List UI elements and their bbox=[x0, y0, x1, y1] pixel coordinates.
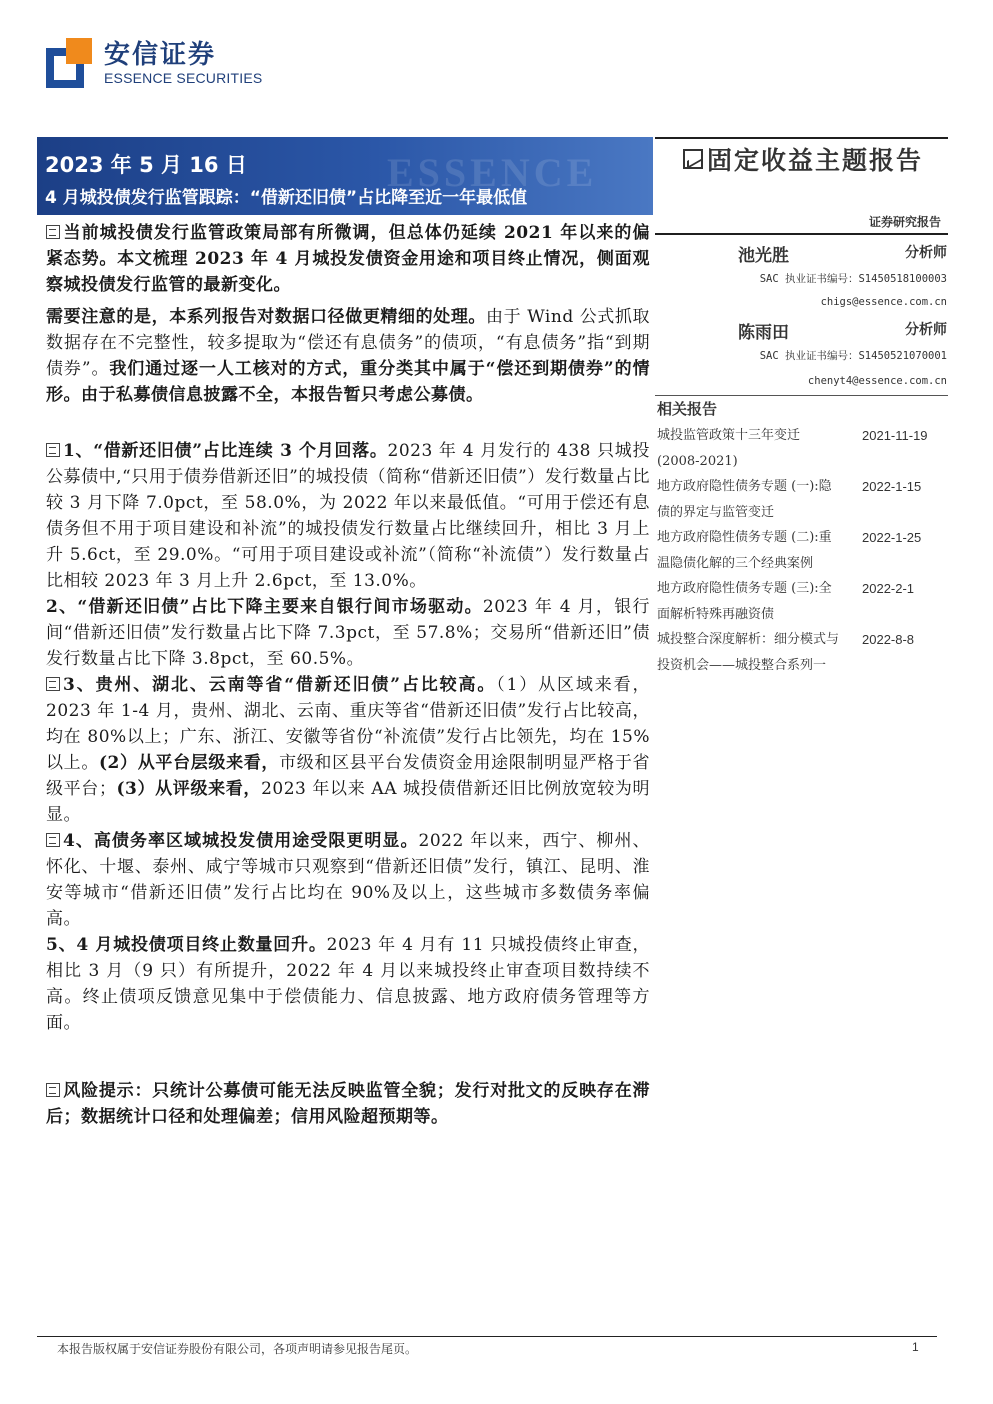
chart-line-icon bbox=[683, 149, 703, 169]
related-report-title: 地方政府隐性债务专题 (三):全面解析特殊再融资债 bbox=[657, 581, 832, 622]
analyst-email[interactable]: chigs@essence.com.cn bbox=[820, 296, 947, 308]
report-title: 4 月城投债发行监管跟踪：“借新还旧债”占比降至近一年最低值 bbox=[45, 188, 528, 208]
bullet-box-icon bbox=[46, 225, 60, 239]
finding-5-text: 2023 年 4 月有 11 只城投债终止审查，相比 3 月（9 只）有所提升，2022 年 4 月以来城投终止审查项目数持续不高。终止债项反馈意见集中于偿债能力、信息披露、地方政府债务管理等方面。 bbox=[46, 935, 650, 1033]
related-report-date: 2022-1-15 bbox=[862, 479, 922, 494]
related-reports-list bbox=[657, 423, 947, 678]
logo-mark-icon bbox=[46, 38, 94, 88]
risk-warning bbox=[46, 1078, 650, 1130]
finding-4-text: 2022 年以来，西宁、柳州、怀化、十堰、泰州、咸宁等城市只观察到“借新还旧债”发行，镇江、昆明、淮安等城市“借新还旧债”发行占比均在 90%及以上，这些城市多数债务率偏高。 bbox=[46, 831, 651, 929]
finding-4 bbox=[46, 828, 650, 932]
summary-intro bbox=[46, 220, 650, 298]
analyst-sac: SAC 执业证书编号：S1450521070001 bbox=[759, 350, 947, 362]
logo-en-text: ESSENCE SECURITIES bbox=[104, 70, 263, 86]
related-report-title: 地方政府隐性债务专题 (二):重温隐债化解的三个经典案例 bbox=[657, 530, 832, 571]
page-number: 1 bbox=[912, 1340, 919, 1354]
related-report-title: 城投监管政策十三年变迁 (2008-2021) bbox=[657, 428, 801, 469]
finding-1-text: 2023 年 4 月发行的 438 只城投公募债中,“只用于债券借新还旧”的城投债（简称“借新还旧债”）发行数量占比较 3 月下降 7.0pct，至 58.0%，为 2022 年以来最低值。“可用于偿还有息债务但不用于项目建设和补流”的城投债发行数量占比继续回升，相比 3 月上升 5.6ct，至 29.0%。“可用于项目建设或补流”（简称“补流债”）发行数量占比相较 2023 年 3 月上升 2.6pct，至 13.0%。 bbox=[46, 441, 650, 591]
analyst-role: 分析师 bbox=[905, 322, 947, 338]
related-report-date: 2022-1-25 bbox=[862, 530, 922, 545]
bullet-box-icon bbox=[46, 677, 60, 691]
banner-watermark: ESSENCE bbox=[387, 150, 598, 195]
finding-3-text-b: 市级和区县平台发债资金用途限制明显严格于省级平台； bbox=[46, 753, 651, 799]
divider bbox=[655, 233, 948, 235]
footer-divider bbox=[37, 1336, 937, 1337]
related-report-item[interactable] bbox=[657, 474, 947, 525]
related-report-date: 2022-8-8 bbox=[862, 632, 915, 647]
analyst-email[interactable]: chenyt4@essence.com.cn bbox=[807, 375, 947, 387]
footer-disclaimer: 本报告版权属于安信证券股份有限公司，各项声明请参见报告尾页。 bbox=[57, 1342, 418, 1356]
finding-3 bbox=[46, 672, 650, 828]
analyst-name: 陈雨田 bbox=[738, 323, 789, 343]
analyst-role: 分析师 bbox=[905, 245, 947, 261]
bullet-box-icon bbox=[46, 443, 60, 457]
related-reports-heading: 相关报告 bbox=[657, 400, 718, 418]
analyst-name: 池光胜 bbox=[738, 246, 789, 266]
related-report-date: 2021-11-19 bbox=[862, 428, 928, 443]
finding-5 bbox=[46, 932, 650, 1036]
risk-warning-text: 风险提示：只统计公募债可能无法反映监管全貌；发行对批文的反映存在滞后；数据统计口径和处理偏差；信用风险超预期等。 bbox=[46, 1081, 650, 1127]
analyst-sac: SAC 执业证书编号：S1450518100003 bbox=[759, 273, 947, 285]
related-report-title: 城投整合深度解析：细分模式与投资机会——城投整合系列一 bbox=[657, 632, 840, 673]
bullet-box-icon bbox=[46, 833, 60, 847]
finding-4-lead: 4、高债务率区域城投发债用途受限更明显。 bbox=[63, 831, 419, 851]
finding-1 bbox=[46, 438, 650, 594]
data-note-text: 由于 Wind 公式抓取数据存在不完整性，较多提取为“偿还有息债务”的债项，“有息债务”指“到期债券”。 bbox=[46, 307, 651, 379]
company-logo bbox=[46, 38, 262, 88]
related-report-item[interactable] bbox=[657, 576, 947, 627]
finding-3-text-a: （1）从区域来看，2023 年 1-4 月，贵州、湖北、云南、重庆等省“借新还旧债”发行占比较高，均在 80%以上；广东、浙江、安徽等省份“补流债”发行占比领先，均在 15%以上。 bbox=[46, 675, 650, 773]
finding-3-lead-b: (2）从平台层级来看， bbox=[99, 753, 280, 773]
bullet-box-icon bbox=[46, 1083, 60, 1097]
report-summary bbox=[46, 220, 650, 1130]
related-report-item[interactable] bbox=[657, 627, 947, 678]
logo-cn-text: 安信证券 bbox=[104, 40, 217, 70]
finding-2-lead: 2、“借新还旧债”占比下降主要来自银行间市场驱动。 bbox=[46, 597, 483, 617]
intro-text: 当前城投债发行监管政策局部有所微调，但总体仍延续 2021 年以来的偏紧态势。本文梳理 2023 年 4 月城投发债资金用途和项目终止情况，侧面观察城投债发行监管的最新变化。 bbox=[46, 223, 650, 295]
finding-3-lead-c: (3）从评级来看， bbox=[116, 779, 262, 799]
finding-1-lead: 1、“借新还旧债”占比连续 3 个月回落。 bbox=[63, 441, 388, 461]
header-banner bbox=[37, 137, 653, 215]
data-note-method: 我们通过逐一人工核对的方式，重分类其中属于“偿还到期债券”的情形。由于私募债信息披露不全，本报告暂只考虑公募债。 bbox=[46, 359, 650, 405]
finding-3-lead: 3、贵州、湖北、云南等省“借新还旧债”占比较高。 bbox=[63, 675, 497, 695]
report-type-header bbox=[655, 137, 948, 179]
report-type-label: 固定收益主题报告 bbox=[707, 146, 924, 175]
report-date: 2023 年 5 月 16 日 bbox=[45, 153, 247, 177]
finding-5-lead: 5、4 月城投债项目终止数量回升。 bbox=[46, 935, 327, 955]
divider bbox=[655, 395, 948, 396]
report-category: 证券研究报告 bbox=[868, 215, 941, 229]
finding-2-text: 2023 年 4 月，银行间“借新还旧债”发行数量占比下降 7.3pct，至 57.8%；交易所“借新还旧”债发行数量占比下降 3.8pct，至 60.5%。 bbox=[46, 597, 650, 669]
data-note bbox=[46, 304, 650, 408]
related-report-title: 地方政府隐性债务专题 (一):隐债的界定与监管变迁 bbox=[657, 479, 832, 520]
finding-2 bbox=[46, 594, 650, 672]
related-report-item[interactable] bbox=[657, 525, 947, 576]
data-note-lead: 需要注意的是，本系列报告对数据口径做更精细的处理。 bbox=[46, 307, 487, 327]
related-report-date: 2022-2-1 bbox=[862, 581, 915, 596]
finding-3-text-c: 2023 年以来 AA 城投债借新还旧比例放宽较为明显。 bbox=[46, 779, 651, 825]
related-report-item[interactable] bbox=[657, 423, 947, 474]
